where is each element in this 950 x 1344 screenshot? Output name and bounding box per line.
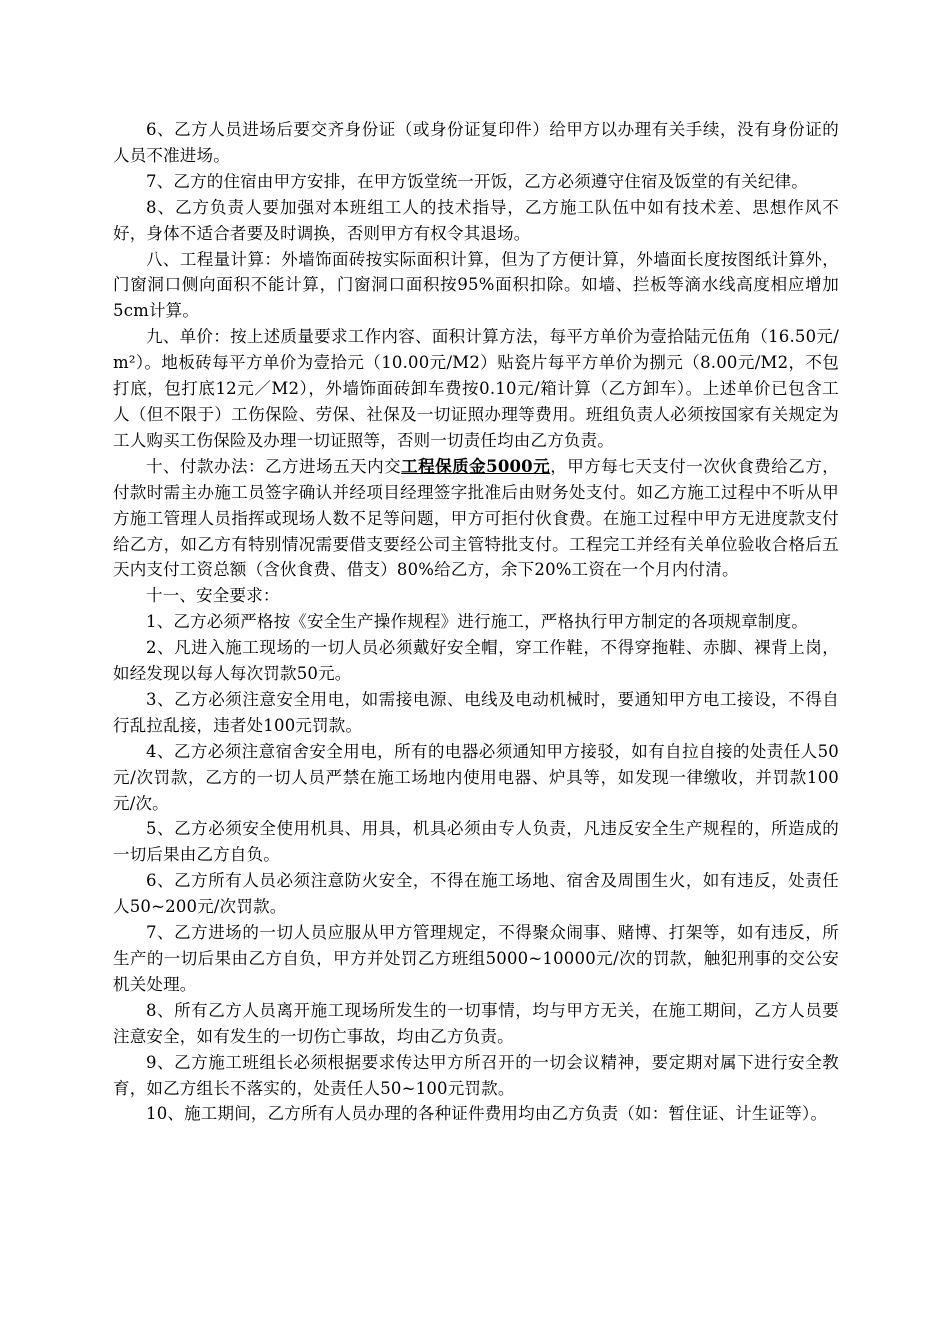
- section-9-unit-price: 九、单价：按上述质量要求工作内容、面积计算方法，每平方单价为壹拾陆元伍角（16.50元/ m²）。地板砖每平方单价为壹拾元（10.00元/M2）贴瓷片每平方单价为捌元（8.00元/M2，不包打底，包打底12元／M2），外墙饰面砖卸车费按0.10元/箱计算（乙方卸车）。上述单价已包含工人（但不限于）工伤保险、劳保、社保及一切证照办理等费用。班组负责人必须按国家有关规定为工人购买工伤保险及办理一切证照等，否则一切责任均由乙方负责。: [113, 327, 839, 450]
- safety-item-10: 10、施工期间，乙方所有人员办理的各种证件费用均由乙方负责（如：暂住证、计生证等）。: [146, 1104, 828, 1124]
- clause-7-accommodation: 7、乙方的住宿由甲方安排，在甲方饭堂统一开饭，乙方必须遵守住宿及饭堂的有关纪律。: [146, 171, 808, 191]
- clause-8-technical-guidance: 8、乙方负责人要加强对本班组工人的技术指导，乙方施工队伍中如有技术差、思想作风不好，身体不适合者要及时调换，否则甲方有权令其退场。: [113, 197, 839, 243]
- safety-item-5: 5、乙方必须安全使用机具、用具，机具必须由专人负责，凡违反安全生产规程的，所造成的一切后果由乙方自负。: [113, 819, 839, 865]
- document-page: [113, 117, 839, 1127]
- clause-6-id-card: 6、乙方人员进场后要交齐身份证（或身份证复印件）给甲方以办理有关手续，没有身份证的人员不准进场。: [113, 120, 839, 165]
- quality-deposit-highlight: 工程保质金5000元: [401, 456, 551, 476]
- safety-item-9: 9、乙方施工班组长必须根据要求传达甲方所召开的一切会议精神，要定期对属下进行安全教育，如乙方组长不落实的，处责任人50~100元罚款。: [113, 1052, 839, 1098]
- payment-suffix: ，甲方每七天支付一次伙食费给乙方，付款时需主办施工员签字确认并经项目经理签字批准后由财务处支付。如乙方施工过程中不听从甲方施工管理人员指挥或现场人数不足等问题，甲方可拒付伙食费。在施工过程中甲方无进度款支付给乙方，如乙方有特别情况需要借支要经公司主管特批支付。工程完工并经有关单位验收合格后五天内支付工资总额（含伙食费、借支）80%给乙方，余下20%工资在一个月内付清。: [113, 456, 839, 580]
- safety-item-8: 8、所有乙方人员离开施工现场所发生的一切事情，均与甲方无关，在施工期间，乙方人员要注意安全，如有发生的一切伤亡事故，均由乙方负责。: [113, 1000, 839, 1046]
- section-8-quantity-calculation: 八、工程量计算：外墙饰面砖按实际面积计算，但为了方便计算，外墙面长度按图纸计算外，门窗洞口侧向面积不能计算，门窗洞口面积按95%面积扣除。如墙、拦板等滴水线高度相应增加5cm计算。: [113, 249, 839, 321]
- safety-item-3: 3、乙方必须注意安全用电，如需接电源、电线及电动机械时，要通知甲方电工接设，不得自行乱拉乱接，违者处100元罚款。: [113, 689, 839, 735]
- section-11-safety-heading: 十一、安全要求：: [146, 586, 280, 606]
- safety-item-7: 7、乙方进场的一切人员应服从甲方管理规定，不得聚众闹事、赌博、打架等，如有违反，所生产的一切后果由乙方自负，甲方并处罚乙方班组5000~10000元/次的罚款，触犯刑事的交公安机关处理。: [113, 923, 839, 994]
- payment-prefix: 十、付款办法：乙方进场五天内交: [146, 456, 402, 476]
- section-10-payment-method: [113, 454, 839, 584]
- safety-item-4: 4、乙方必须注意宿舍安全用电，所有的电器必须通知甲方接驳，如有自拉自接的处责任人50元/次罚款，乙方的一切人员严禁在施工场地内使用电器、炉具等，如发现一律缴收，并罚款100元/次。: [113, 741, 839, 813]
- safety-item-2: 2、凡进入施工现场的一切人员必须戴好安全帽，穿工作鞋，不得穿拖鞋、赤脚、裸背上岗，如经发现以每人每次罚款50元。: [113, 638, 839, 684]
- safety-item-1: 1、乙方必须严格按《安全生产操作规程》进行施工，严格执行甲方制定的各项规章制度。: [146, 612, 808, 632]
- safety-item-6: 6、乙方所有人员必须注意防火安全，不得在施工场地、宿舍及周围生火，如有违反，处责任人50~200元/次罚款。: [113, 871, 839, 917]
